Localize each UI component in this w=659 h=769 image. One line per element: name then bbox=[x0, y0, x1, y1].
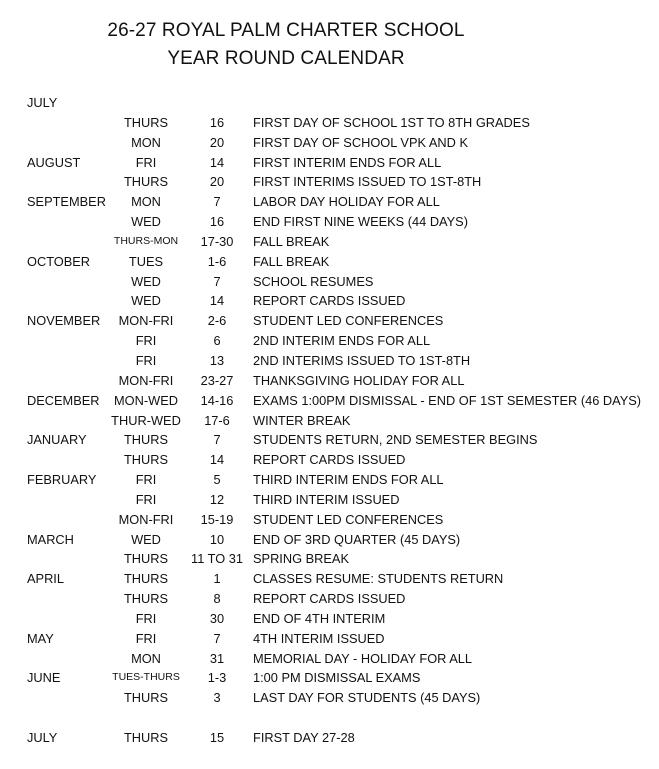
date-cell: 17-6 bbox=[204, 412, 230, 428]
month-cell: MAY bbox=[27, 630, 54, 646]
date-cell: 6 bbox=[213, 333, 221, 349]
calendar-row bbox=[0, 371, 659, 391]
event-cell: FALL BREAK bbox=[253, 253, 330, 269]
calendar-row bbox=[0, 291, 659, 311]
day-cell: THURS bbox=[123, 551, 169, 567]
calendar-row bbox=[0, 252, 659, 272]
calendar-row bbox=[0, 192, 659, 212]
day-cell: MON-FRI bbox=[118, 313, 174, 329]
date-cell: 30 bbox=[209, 610, 225, 626]
day-cell: THURS bbox=[123, 432, 169, 448]
date-cell: 17-30 bbox=[200, 233, 234, 249]
day-cell: MON bbox=[131, 194, 161, 210]
day-cell: FRI bbox=[135, 610, 157, 626]
calendar-row bbox=[0, 311, 659, 331]
calendar-row bbox=[0, 430, 659, 450]
date-cell: 14 bbox=[209, 452, 225, 468]
day-cell: FRI bbox=[135, 333, 157, 349]
day-cell: THURS bbox=[123, 452, 169, 468]
date-cell: 1 bbox=[213, 571, 221, 587]
day-cell: TUES bbox=[128, 253, 164, 269]
date-cell: 1-3 bbox=[207, 670, 227, 686]
event-cell: REPORT CARDS ISSUED bbox=[253, 452, 406, 468]
calendar-row bbox=[0, 668, 659, 688]
date-cell: 2-6 bbox=[207, 313, 227, 329]
calendar-row bbox=[0, 212, 659, 232]
calendar-row bbox=[0, 569, 659, 589]
day-cell: THURS bbox=[123, 114, 169, 130]
event-cell: END OF 3RD QUARTER (45 DAYS) bbox=[253, 531, 461, 547]
date-cell: 16 bbox=[209, 114, 225, 130]
event-cell: SCHOOL RESUMES bbox=[253, 273, 374, 289]
date-cell: 3 bbox=[213, 690, 221, 706]
month-cell: FEBRUARY bbox=[27, 472, 97, 488]
event-cell: FIRST DAY 27-28 bbox=[253, 730, 355, 746]
event-cell: THIRD INTERIM ISSUED bbox=[253, 491, 400, 507]
date-cell: 7 bbox=[213, 630, 221, 646]
event-cell: SPRING BREAK bbox=[253, 551, 350, 567]
date-cell: 7 bbox=[213, 273, 221, 289]
day-cell: THURS bbox=[123, 174, 169, 190]
calendar-row bbox=[0, 530, 659, 550]
date-cell: 14 bbox=[209, 293, 225, 309]
event-cell: FIRST INTERIMS ISSUED TO 1ST-8TH bbox=[253, 174, 482, 190]
calendar-row bbox=[0, 470, 659, 490]
month-cell: NOVEMBER bbox=[27, 313, 101, 329]
event-cell: REPORT CARDS ISSUED bbox=[253, 293, 406, 309]
date-cell: 12 bbox=[209, 491, 225, 507]
date-cell: 31 bbox=[209, 650, 225, 666]
calendar-row bbox=[0, 549, 659, 569]
event-cell: EXAMS 1:00PM DISMISSAL - END OF 1ST SEMESTER (46 DAYS) bbox=[253, 392, 642, 408]
calendar-row bbox=[0, 133, 659, 153]
month-cell: APRIL bbox=[27, 571, 64, 587]
calendar-row bbox=[0, 172, 659, 192]
date-cell: 10 bbox=[209, 531, 225, 547]
date-cell: 15-19 bbox=[200, 511, 234, 527]
day-cell: WED bbox=[131, 273, 161, 289]
calendar-list bbox=[0, 93, 659, 748]
month-cell: MARCH bbox=[27, 531, 74, 547]
event-cell: CLASSES RESUME: STUDENTS RETURN bbox=[253, 571, 504, 587]
day-cell: WED bbox=[131, 214, 161, 230]
date-cell: 20 bbox=[209, 134, 225, 150]
calendar-row bbox=[0, 510, 659, 530]
event-cell: WINTER BREAK bbox=[253, 412, 351, 428]
calendar-row bbox=[0, 688, 659, 708]
date-cell: 16 bbox=[209, 214, 225, 230]
event-cell: 2ND INTERIM ENDS FOR ALL bbox=[253, 333, 431, 349]
month-cell: JANUARY bbox=[27, 432, 87, 448]
event-cell: STUDENT LED CONFERENCES bbox=[253, 313, 444, 329]
calendar-row bbox=[0, 272, 659, 292]
day-cell: FRI bbox=[135, 630, 157, 646]
month-cell: OCTOBER bbox=[27, 253, 91, 269]
event-cell: LABOR DAY HOLIDAY FOR ALL bbox=[253, 194, 440, 210]
page-subtitle: YEAR ROUND CALENDAR bbox=[167, 48, 405, 69]
day-cell: FRI bbox=[135, 352, 157, 368]
day-cell: MON-FRI bbox=[118, 372, 174, 388]
event-cell: REPORT CARDS ISSUED bbox=[253, 591, 406, 607]
date-cell: 1-6 bbox=[207, 253, 227, 269]
event-cell: STUDENTS RETURN, 2ND SEMESTER BEGINS bbox=[253, 432, 538, 448]
calendar-row bbox=[0, 391, 659, 411]
date-cell: 8 bbox=[213, 591, 221, 607]
day-cell: TUES-THURS bbox=[112, 671, 180, 684]
calendar-row bbox=[0, 411, 659, 431]
date-cell: 15 bbox=[209, 730, 225, 746]
event-cell: LAST DAY FOR STUDENTS (45 DAYS) bbox=[253, 690, 481, 706]
day-cell: FRI bbox=[135, 154, 157, 170]
calendar-row bbox=[0, 232, 659, 252]
calendar-row bbox=[0, 351, 659, 371]
date-cell: 11 TO 31 bbox=[191, 551, 243, 567]
date-cell: 23-27 bbox=[200, 372, 234, 388]
day-cell: MON bbox=[131, 134, 161, 150]
day-cell: MON bbox=[131, 650, 161, 666]
date-cell: 14 bbox=[209, 154, 225, 170]
calendar-row bbox=[0, 609, 659, 629]
month-cell: JUNE bbox=[27, 670, 61, 686]
event-cell: STUDENT LED CONFERENCES bbox=[253, 511, 444, 527]
page-title: 26-27 ROYAL PALM CHARTER SCHOOL bbox=[107, 20, 465, 41]
calendar-row bbox=[0, 93, 659, 113]
event-cell: END OF 4TH INTERIM bbox=[253, 610, 386, 626]
calendar-row bbox=[0, 490, 659, 510]
date-cell: 14-16 bbox=[200, 392, 234, 408]
day-cell: THUR-WED bbox=[111, 412, 181, 428]
month-cell: JULY bbox=[27, 95, 58, 110]
month-cell: DECEMBER bbox=[27, 392, 100, 408]
event-cell: END FIRST NINE WEEKS (44 DAYS) bbox=[253, 214, 468, 230]
day-cell: FRI bbox=[135, 491, 157, 507]
event-cell: FIRST INTERIM ENDS FOR ALL bbox=[253, 154, 442, 170]
calendar-row bbox=[0, 331, 659, 351]
calendar-row bbox=[0, 153, 659, 173]
day-cell: THURS bbox=[123, 571, 169, 587]
event-cell: 4TH INTERIM ISSUED bbox=[253, 630, 385, 646]
day-cell: WED bbox=[131, 293, 161, 309]
event-cell: FIRST DAY OF SCHOOL VPK AND K bbox=[253, 134, 468, 150]
calendar-row bbox=[0, 113, 659, 133]
calendar-row bbox=[0, 589, 659, 609]
month-cell: AUGUST bbox=[27, 154, 81, 170]
calendar-row bbox=[0, 728, 659, 748]
day-cell: FRI bbox=[135, 472, 157, 488]
day-cell: THURS bbox=[123, 591, 169, 607]
date-cell: 7 bbox=[213, 194, 221, 210]
day-cell: THURS bbox=[123, 690, 169, 706]
day-cell: THURS bbox=[123, 730, 169, 746]
date-cell: 7 bbox=[213, 432, 221, 448]
event-cell: FALL BREAK bbox=[253, 233, 330, 249]
date-cell: 5 bbox=[213, 472, 221, 488]
day-cell: THURS-MON bbox=[113, 234, 179, 247]
event-cell: THIRD INTERIM ENDS FOR ALL bbox=[253, 472, 444, 488]
date-cell: 13 bbox=[209, 352, 225, 368]
event-cell: THANKSGIVING HOLIDAY FOR ALL bbox=[253, 372, 465, 388]
event-cell: 1:00 PM DISMISSAL EXAMS bbox=[253, 670, 421, 686]
event-cell: 2ND INTERIMS ISSUED TO 1ST-8TH bbox=[253, 352, 471, 368]
date-cell: 20 bbox=[209, 174, 225, 190]
event-cell: MEMORIAL DAY - HOLIDAY FOR ALL bbox=[253, 650, 473, 666]
day-cell: MON-FRI bbox=[118, 511, 174, 527]
calendar-row bbox=[0, 629, 659, 649]
calendar-row bbox=[0, 450, 659, 470]
day-cell: MON-WED bbox=[114, 392, 178, 408]
month-cell: SEPTEMBER bbox=[27, 194, 106, 210]
month-cell: JULY bbox=[27, 730, 58, 746]
calendar-row bbox=[0, 649, 659, 669]
day-cell: WED bbox=[131, 531, 161, 547]
event-cell: FIRST DAY OF SCHOOL 1ST TO 8TH GRADES bbox=[253, 114, 530, 130]
